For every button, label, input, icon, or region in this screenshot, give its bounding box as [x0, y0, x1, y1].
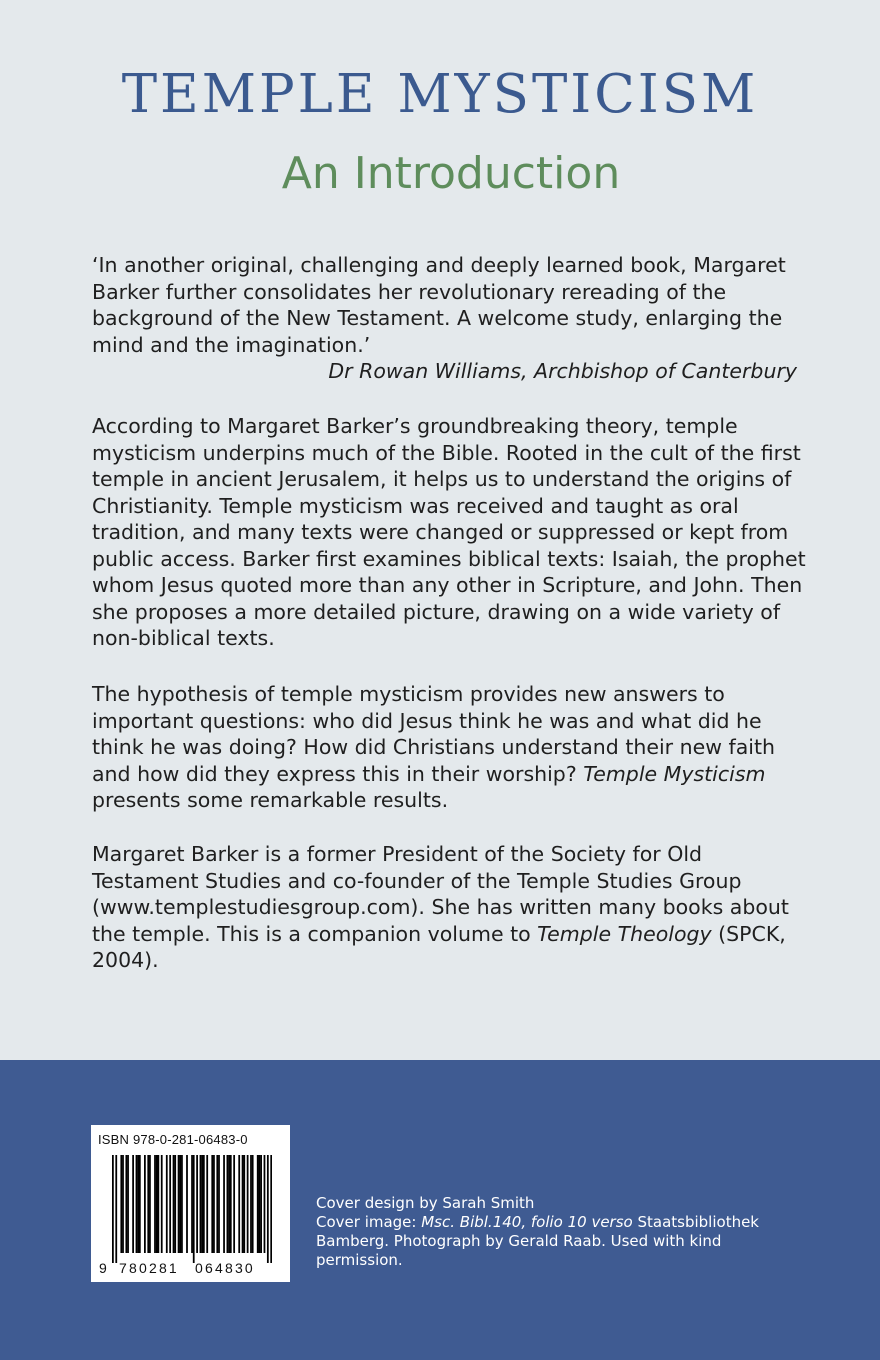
cover-credits: [316, 1194, 776, 1270]
quote-text: ‘In another original, challenging and deeply learned book, Margaret Barker further consolidates her revolutionary rereading of the background of the New Testament. A welcome study, enlarging the mind and the imagination.’: [92, 253, 786, 357]
author-bio-text-end: (SPCK, 2004).: [92, 921, 786, 972]
author-bio: [92, 841, 807, 974]
isbn-barcode: [91, 1125, 290, 1282]
endorsement-quote: [92, 252, 807, 385]
description-text: The hypothesis of temple mysticism provides new answers to important questions: who did Jesus think he was and what did he think he was doing? How did Christians understand their new faith and how did they express this in their worship?: [92, 682, 775, 786]
description-paragraph-1: According to Margaret Barker’s groundbreaking theory, temple mysticism underpins much of the Bible. Rooted in the cult of the first temple in ancient Jerusalem, it helps us to understand the origins of Christianity. Temple mysticism was received and taught as oral tradition, and many texts were changed or suppressed or kept from public access. Barker first examines biblical texts: Isaiah, the prophet whom Jesus quoted more than any other in Scripture, and John. Then she proposes a more detailed picture, drawing on a wide variety of non-biblical texts.: [92, 414, 806, 650]
author-bio-text: Margaret Barker is a former President of the Society for Old Testament Studies and co-founder of the Temple Studies Group (www.templestudiesgroup.com). She has written many books about the temple. This is a companion volume to: [92, 842, 789, 946]
barcode-icon: [112, 1155, 272, 1263]
description-text-end: presents some remarkable results.: [92, 788, 449, 812]
cover-image-prefix: Cover image:: [316, 1213, 422, 1231]
description-title-italic: Temple Mysticism: [583, 761, 766, 786]
book-title: TEMPLE MYSTICISM: [121, 64, 759, 125]
cover-image-suffix: Staatsbibliothek Bamberg. Photograph by Gerald Raab. Used with kind permission.: [316, 1213, 759, 1269]
barcode-left-digits: 780281: [119, 1260, 179, 1276]
book-subtitle: An Introduction: [281, 148, 621, 199]
companion-title-italic: Temple Theology: [537, 921, 712, 946]
cover-design-credit: Cover design by Sarah Smith: [316, 1194, 535, 1212]
description-paragraph-2: [92, 681, 807, 814]
cover-image-source: Msc. Bibl.140, folio 10 verso: [421, 1213, 633, 1231]
isbn-label: ISBN 978-0-281-06483-0: [98, 1132, 248, 1147]
cover-image-credit: [316, 1213, 776, 1270]
barcode-lead-digit: 9: [99, 1260, 107, 1276]
quote-attribution: Dr Rowan Williams, Archbishop of Canterbury: [328, 359, 797, 383]
barcode-right-digits: 064830: [195, 1260, 255, 1276]
